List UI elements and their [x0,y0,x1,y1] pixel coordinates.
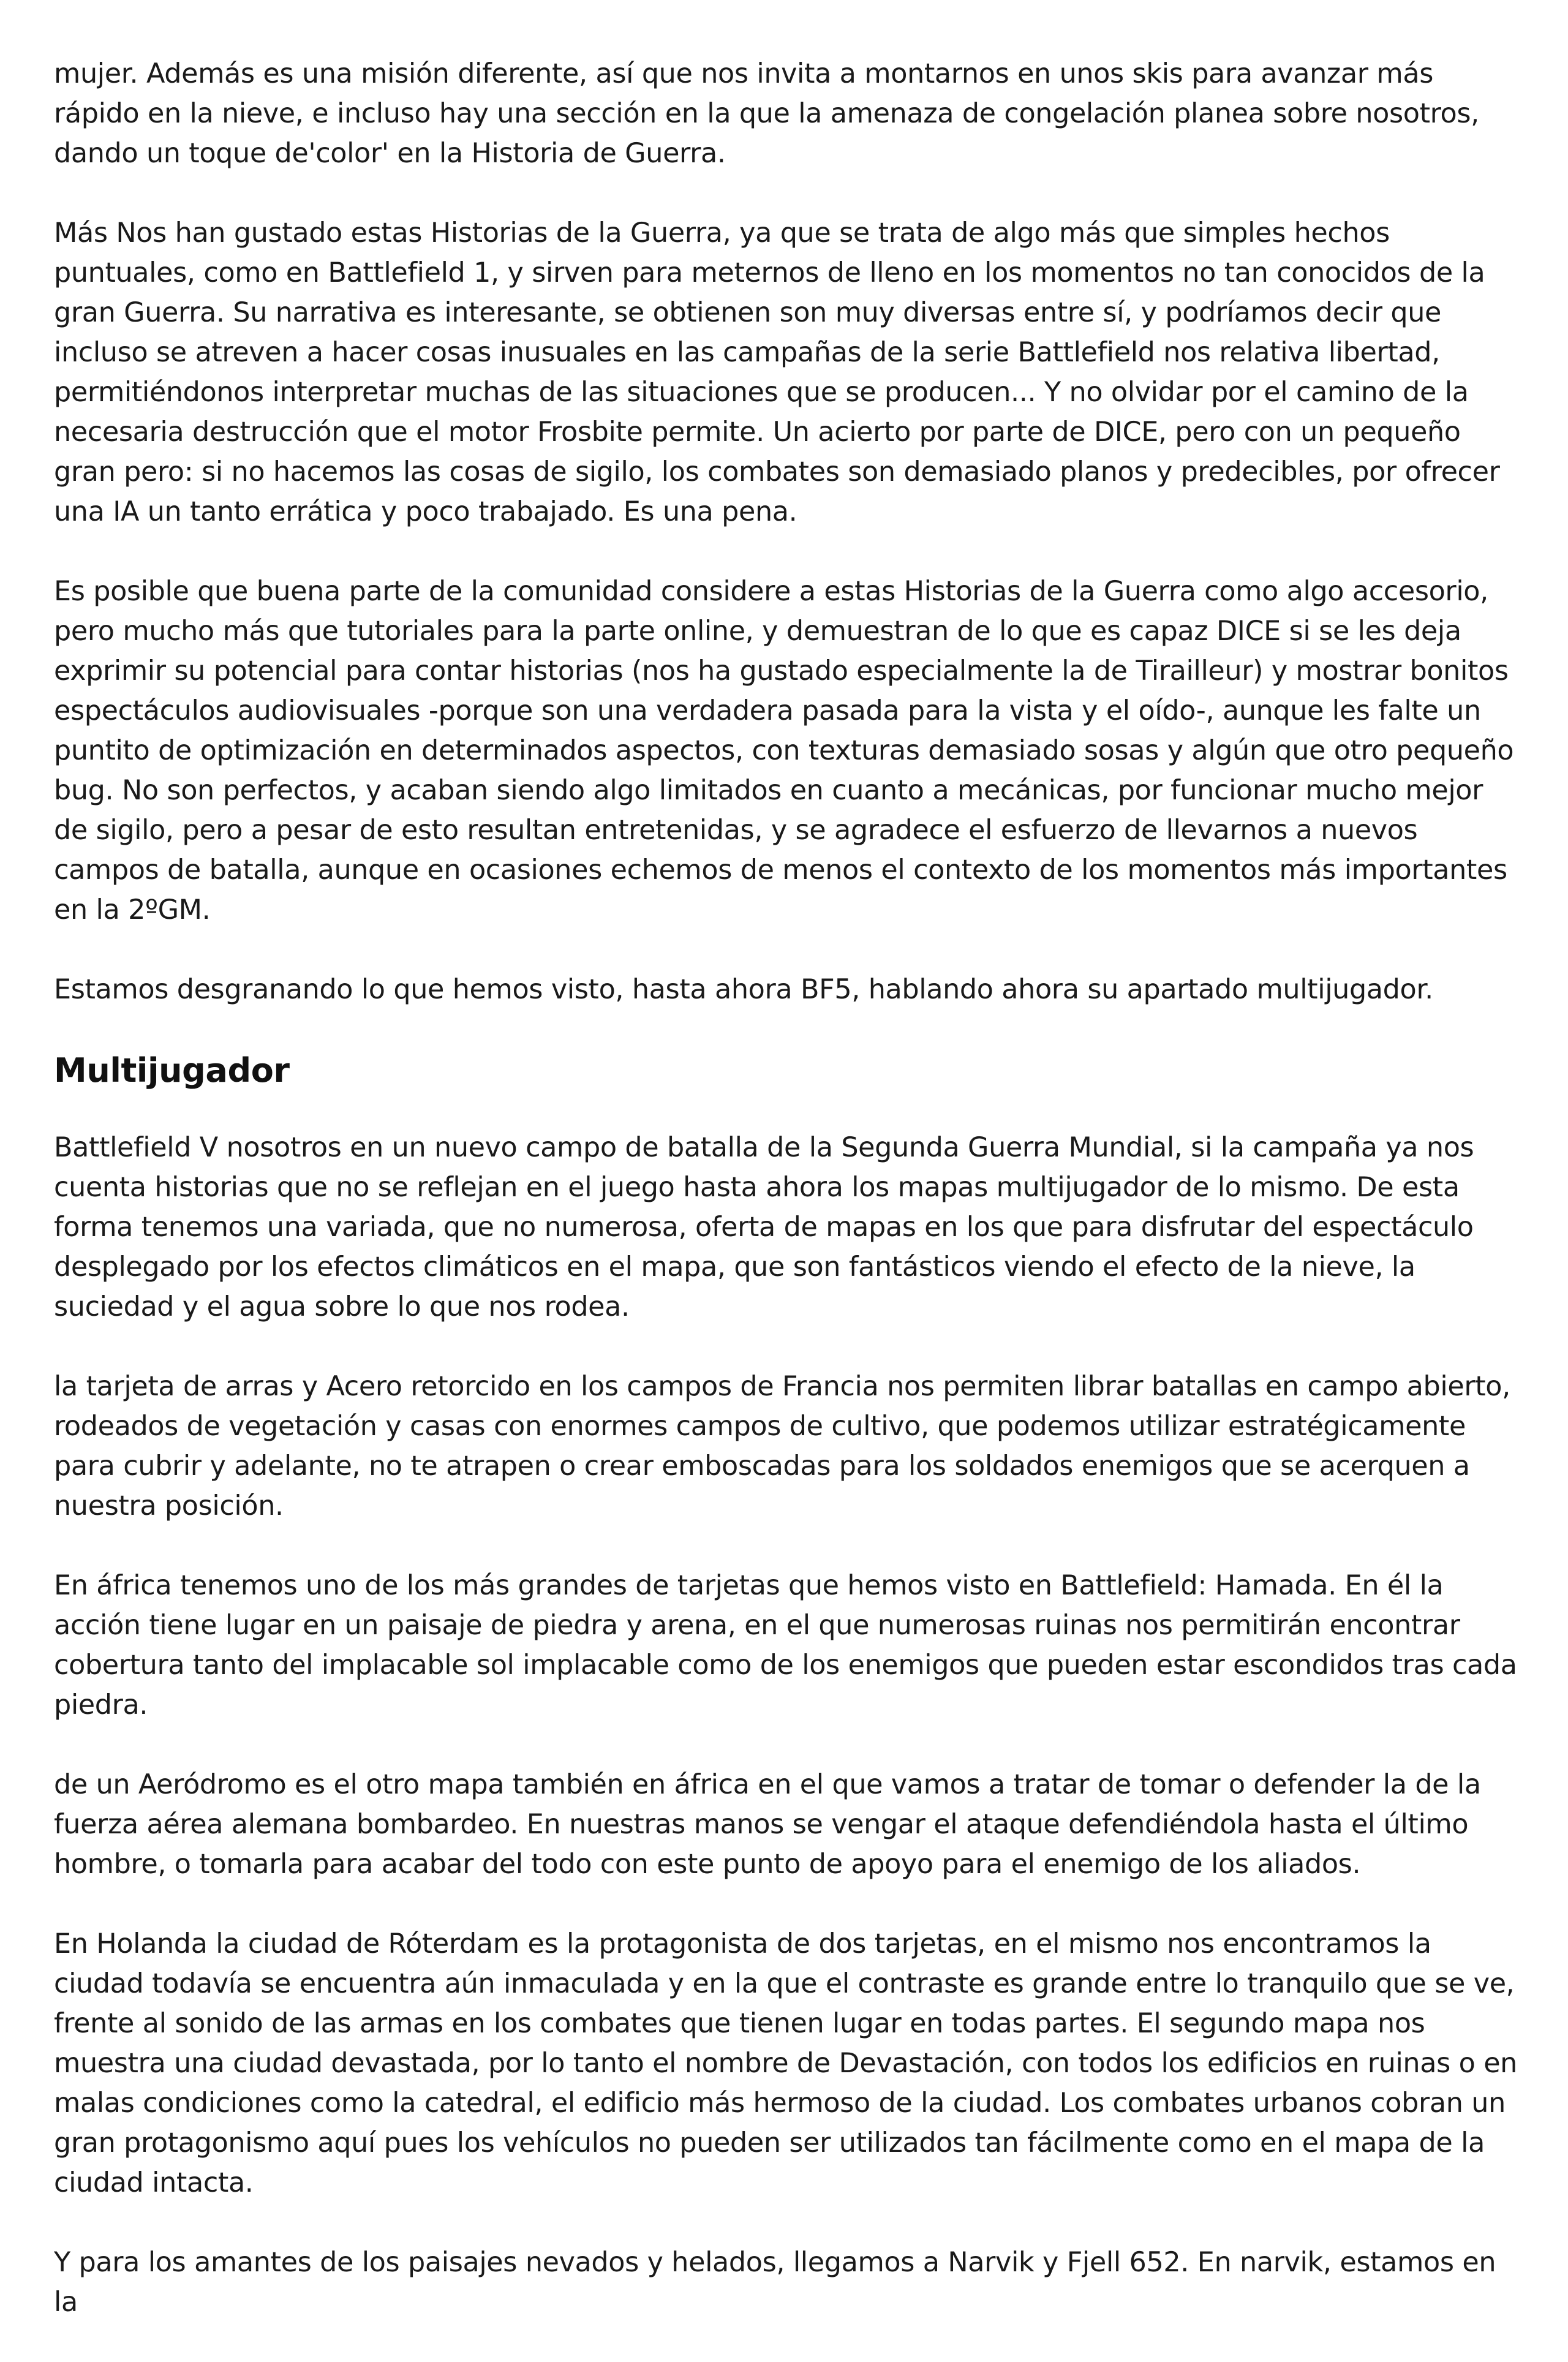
paragraph: En áfrica tenemos uno de los más grandes de tarjetas que hemos visto en Battlefield: Hamada. En él la acción tiene lugar en un paisaje de piedra y arena, en el que numerosas ruinas nos permitirán encontrar cobertura tanto del implacable sol implacable como de los enemigos que pueden estar escondidos tras cada piedra. [54,1570,1517,1721]
paragraph: de un Aeródromo es el otro mapa también en áfrica en el que vamos a tratar de tomar o defender la de la fuerza aérea alemana bombardeo. En nuestras manos se vengar el ataque defendiéndola hasta el último hombre, o tomarla para acabar del todo con este punto de apoyo para el enemigo de los aliados. [54,1769,1481,1880]
article-body [54,54,1524,2362]
paragraph: Battlefield V nosotros en un nuevo campo de batalla de la Segunda Guerra Mundial, si la campaña ya nos cuenta historias que no se reflejan en el juego hasta ahora los mapas multijugador de lo mismo. De esta forma tenemos una variada, que no numerosa, oferta de mapas en los que para disfrutar del espectáculo desplegado por los efectos climáticos en el mapa, que son fantásticos viendo el efecto de la nieve, la suciedad y el agua sobre lo que nos rodea. [54,1132,1474,1322]
paragraph: la tarjeta de arras y Acero retorcido en los campos de Francia nos permiten librar batallas en campo abierto, rodeados de vegetación y casas con enormes campos de cultivo, que podemos utilizar estratégicamente para cubrir y adelante, no te atrapen o crear emboscadas para los soldados enemigos que se acerquen a nuestra posición. [54,1371,1510,1522]
paragraph: mujer. Además es una misión diferente, así que nos invita a montarnos en unos skis para avanzar más rápido en la nieve, e incluso hay una sección en la que la amenaza de congelación planea sobre nosotros, dando un toque de'color' en la Historia de Guerra. [54,58,1479,169]
paragraph: Más Nos han gustado estas Historias de la Guerra, ya que se trata de algo más que simples hechos puntuales, como en Battlefield 1, y sirven para meternos de lleno en los momentos no tan conocidos de la gran Guerra. Su narrativa es interesante, se obtienen son muy diversas entre sí, y podríamos decir que incluso se atreven a hacer cosas inusuales en las campañas de la serie Battlefield nos relativa libertad, permitiéndonos interpretar muchas de las situaciones que se producen... Y no olvidar por el camino de la necesaria destrucción que el motor Frosbite permite. Un acierto por parte de DICE, pero con un pequeño gran pero: si no hacemos las cosas de sigilo, los combates son demasiado planos y predecibles, por ofrecer una IA un tanto errática y poco trabajado. Es una pena. [54,217,1500,527]
paragraph: Y para los amantes de los paisajes nevados y helados, llegamos a Narvik y Fjell 652. En narvik, estamos en la [54,2247,1496,2318]
paragraph: Estamos desgranando lo que hemos visto, hasta ahora BF5, hablando ahora su apartado multijugador. [54,974,1433,1005]
paragraph: En Holanda la ciudad de Róterdam es la protagonista de dos tarjetas, en el mismo nos encontramos la ciudad todavía se encuentra aún inmaculada y en la que el contraste es grande entre lo tranquilo que se ve, frente al sonido de las armas en los combates que tienen lugar en todas partes. El segundo mapa nos muestra una ciudad devastada, por lo tanto el nombre de Devastación, con todos los edificios en ruinas o en malas condiciones como la catedral, el edificio más hermoso de la ciudad. Los combates urbanos cobran un gran protagonismo aquí pues los vehículos no pueden ser utilizados tan fácilmente como en el mapa de la ciudad intacta. [54,1928,1517,2198]
section-heading: Multijugador [54,1051,290,1090]
paragraph: Es posible que buena parte de la comunidad considere a estas Historias de la Guerra como algo accesorio, pero mucho más que tutoriales para la parte online, y demuestran de lo que es capaz DICE si se les deja exprimir su potencial para contar historias (nos ha gustado especialmente la de Tirailleur) y mostrar bonitos espectáculos audiovisuales -porque son una verdadera pasada para la vista y el oído-, aunque les falte un puntito de optimización en determinados aspectos, con texturas demasiado sosas y algún que otro pequeño bug. No son perfectos, y acaban siendo algo limitados en cuanto a mecánicas, por funcionar mucho mejor de sigilo, pero a pesar de esto resultan entretenidas, y se agradece el esfuerzo de llevarnos a nuevos campos de batalla, aunque en ocasiones echemos de menos el contexto de los momentos más importantes en la 2ºGM. [54,576,1514,926]
